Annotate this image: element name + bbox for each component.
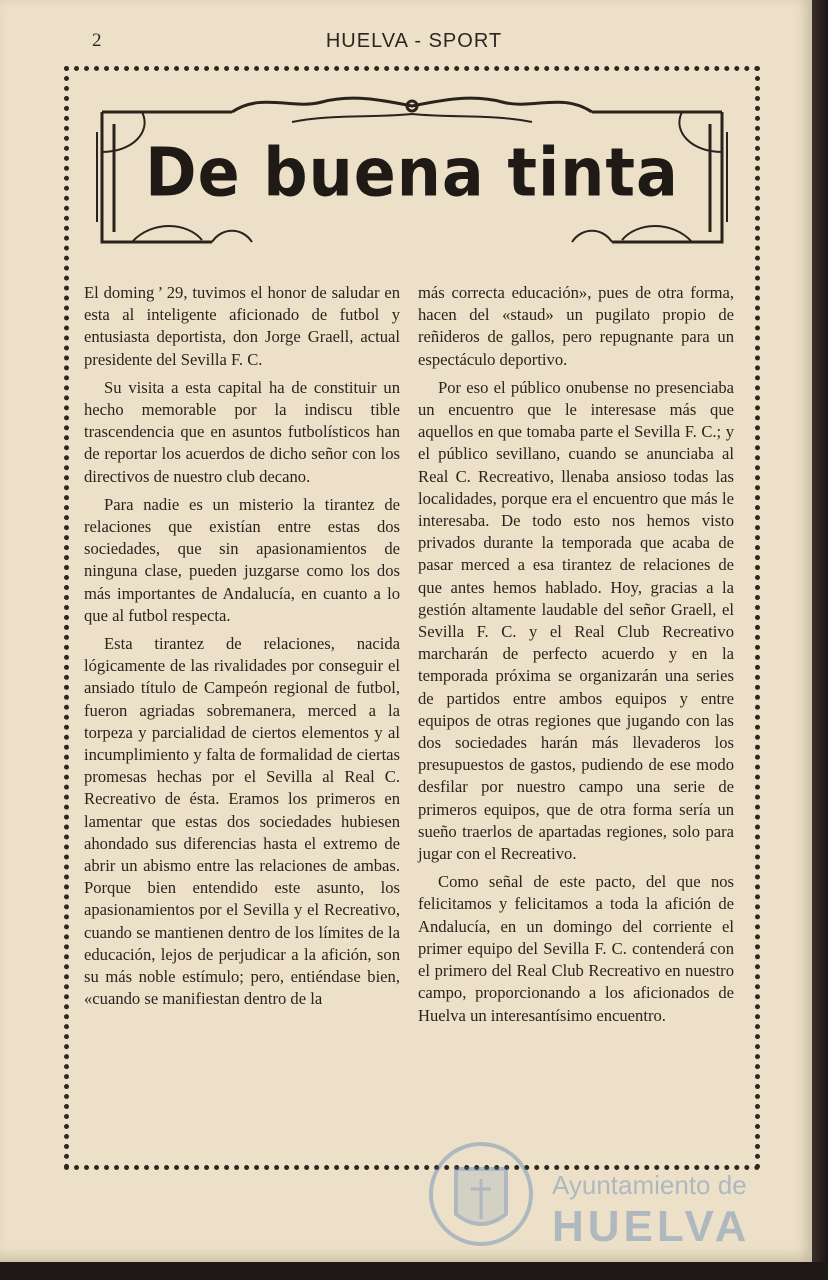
paragraph: Esta tirantez de relaciones, nacida lógicamente de las rivalidades por conseguir el ansiado título de Campeón regional de futbol, fueron agriadas sobremanera, merced a la torpeza y parcialidad de ciertos elementos y al incumplimiento y falta de formalidad de ciertas promesas hechas por el Sevilla al Real C. Recreativo de ésta. Eramos los primeros en lamentar que estas dos sociedades hubiesen ahondado sus diferencias hasta el extremo de abrir un abismo entre las relaciones de ambas. Porque bien entendido este asunto, los apasionamientos por el Sevilla y el Recreativo, cuando se mantienen dentro de los límites de la educación, lejos de perjudicar a la afición, son su más noble estímulo; pero, entiéndase bien, «cuando se manifiestan dentro de la	[84, 634, 400, 1009]
coat-of-arms-icon	[426, 1134, 536, 1254]
paragraph: Su visita a esta capital ha de constituir un hecho memorable por la indiscu tible trascendencia que en asuntos futbolísticos han de reportar los acuerdos de dicho señor con los directivos de nuestro club decano.	[84, 377, 400, 486]
title-ornament-frame	[92, 92, 732, 254]
binding-spine	[812, 0, 828, 1280]
paragraph: El doming ’ 29, tuvimos el honor de saludar en esta al inteligente aficionado de futbol y entusiasta deportista, don Jorge Graell, actual presidente del Sevilla F. C.	[84, 283, 400, 369]
archive-watermark	[420, 1130, 760, 1260]
article-title: De buena tinta	[145, 133, 679, 212]
watermark-line2: HUELVA	[552, 1202, 751, 1251]
article-right-column	[418, 282, 734, 1033]
running-head: HUELVA - SPORT	[325, 30, 503, 52]
paragraph: Para nadie es un misterio la tirantez de relaciones que existían entre estas dos sociedades, que sin apasionamientos de ninguna clase, pueden juzgarse como los dos más importantes de Andalucía, en cuanto a lo que al futbol respecta.	[84, 494, 400, 625]
paragraph: más correcta educación», pues de otra forma, hacen del «staud» un pugilato propio de reñideros de gallos, pero repugnante para un espectáculo deportivo.	[418, 283, 734, 369]
article-left-column	[84, 282, 400, 1017]
paragraph: Como señal de este pacto, del que nos felicitamos y felicitamos a toda la afición de Andalucía, en un domingo del corriente el primer equipo del Sevilla F. C. contenderá con el primero del Real Club Recreativo en nuestro campo, proporcionando a los aficionados de Huelva un interesantísimo encuentro.	[418, 872, 734, 1025]
page-bottom-edge	[0, 1262, 828, 1280]
paragraph: Por eso el público onubense no presenciaba un encuentro que le interesase más que aquellos en que tomaba parte el Sevilla F. C.; y el público sevillano, cuando se anunciaba al Real C. Recreativo, llenaba ansioso todas las localidades, porque era el encuentro que más le interesaba. De todo esto nos hemos visto privados durante la temporada que acaba de pasar merced a esa tirantez de relaciones de que antes hemos hablado. Hoy, gracias a la gestión altamente laudable del señor Graell, el Sevilla F. C. y el Real Club Recreativo marcharán de perfecto acuerdo y en la temporada próxima se organizarán una series de partidos entre ambos equipos y entre equipos de otras regiones que jugando con las dos sociedades harán más llevaderos los presupuestos de gastos, pudiendo de ese modo desfilar por nuestro campo una serie de primeros equipos, que de otra forma sería un sueño traerlos de apartadas regiones, solo para jugar con el Recreativo.	[418, 377, 734, 864]
watermark-line1: Ayuntamiento de	[552, 1170, 747, 1200]
page-number: 2	[92, 30, 102, 51]
